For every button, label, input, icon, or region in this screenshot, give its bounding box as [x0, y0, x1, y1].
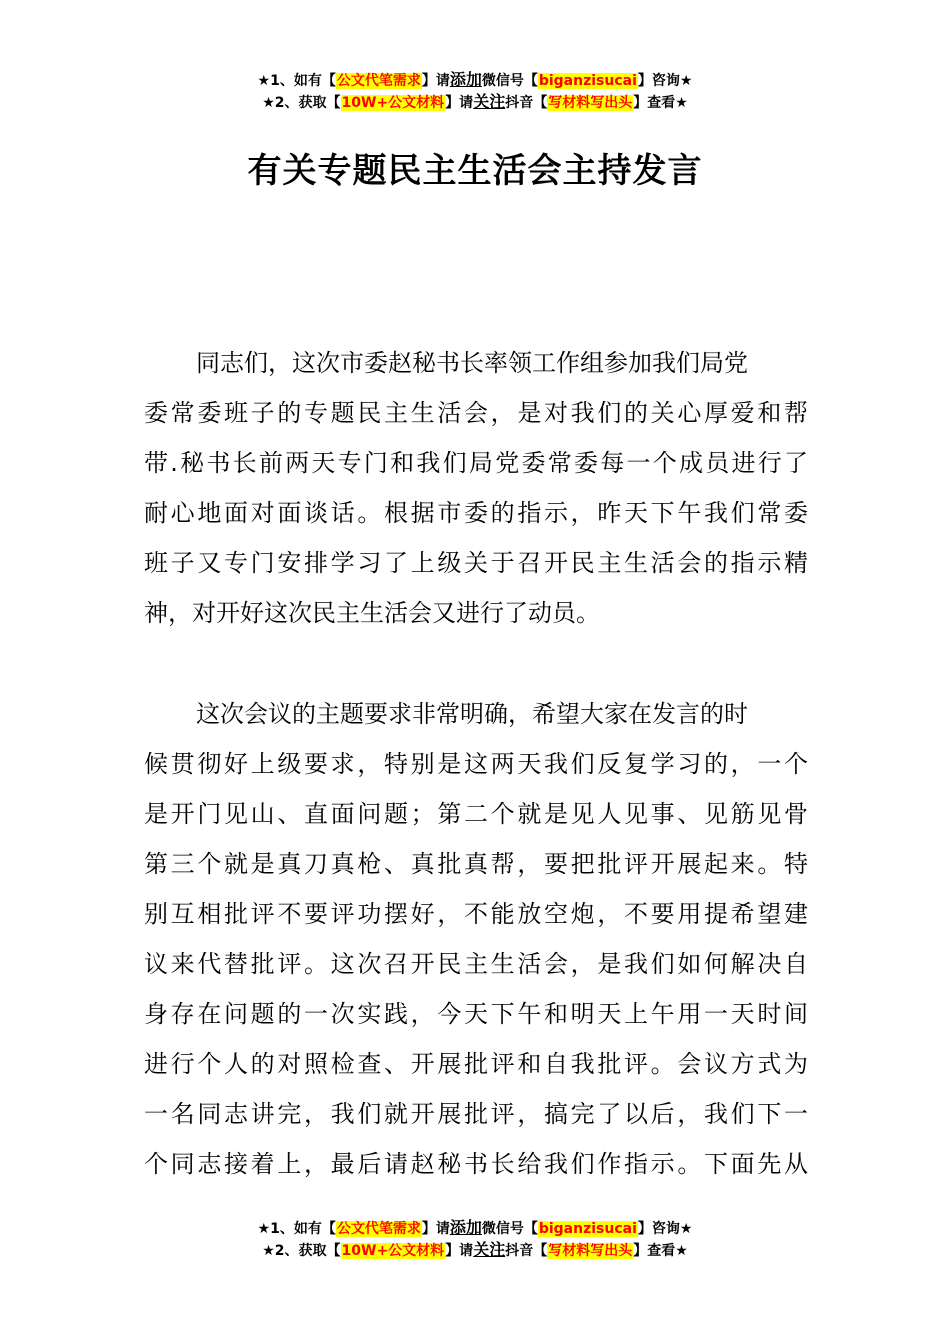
paragraph-1 [144, 338, 808, 638]
banner-text: 】请 [421, 73, 450, 89]
banner-text: 】咨询★ [637, 73, 693, 89]
banner-text: 】请 [445, 1243, 474, 1259]
banner-text: 抖音【 [505, 1243, 548, 1259]
document-title: 有关专题民主生活会主持发言 [247, 151, 703, 191]
paragraph-line: 个同志接着上，最后请赵秘书长给我们作指示。下面先从 [144, 1150, 808, 1178]
paragraph-line: 委常委班子的专题民主生活会，是对我们的关心厚爱和帮 [144, 399, 808, 427]
paragraph-line: 这次会议的主题要求非常明确，希望大家在发言的时 [196, 700, 748, 728]
banner-emphasis: 添加 [449, 1218, 482, 1237]
banner-emphasis: 关注 [473, 92, 506, 111]
highlight-materials: 10W+公文材料 [341, 95, 445, 111]
paragraph-line: 神，对开好这次民主生活会又进行了动员。 [144, 599, 600, 627]
banner-line-1 [0, 69, 950, 91]
banner-text: 微信号【 [481, 73, 538, 89]
paragraph-line: 进行个人的对照检查、开展批评和自我批评。会议方式为 [144, 1050, 808, 1078]
banner-text: 抖音【 [505, 95, 548, 111]
highlight-materials: 10W+公文材料 [341, 1243, 445, 1259]
banner-line-1 [0, 1217, 950, 1239]
paragraph-line: 第三个就是真刀真枪、真批真帮，要把批评开展起来。特 [144, 850, 808, 878]
banner-text: 】查看★ [633, 1243, 688, 1259]
banner-text: 微信号【 [481, 1221, 538, 1237]
paragraph-line: 同志们，这次市委赵秘书长率领工作组参加我们局党 [196, 349, 748, 377]
highlight-service: 公文代笔需求 [336, 73, 421, 89]
highlight-service: 公文代笔需求 [336, 1221, 421, 1237]
paragraph-line: 班子又专门安排学习了上级关于召开民主生活会的指示精 [144, 549, 808, 577]
highlight-wechat-id: biganzisucai [538, 1221, 637, 1237]
banner-text: ★2、获取【 [262, 95, 341, 111]
paragraph-line: 带.秘书长前两天专门和我们局党委常委每一个成员进行了 [144, 449, 808, 477]
banner-text: ★2、获取【 [262, 1243, 341, 1259]
banner-text: ★1、如有【 [257, 73, 336, 89]
paragraph-line: 耐心地面对面谈话。根据市委的指示，昨天下午我们常委 [144, 499, 808, 527]
header-banner [0, 69, 950, 113]
footer-banner [0, 1217, 950, 1261]
highlight-douyin-account: 写材料写出头 [548, 1243, 633, 1259]
banner-text: 】请 [421, 1221, 450, 1237]
highlight-douyin-account: 写材料写出头 [548, 95, 633, 111]
paragraph-line: 是开门见山、直面问题；第二个就是见人见事、见筋见骨 [144, 800, 808, 828]
highlight-wechat-id: biganzisucai [538, 73, 637, 89]
banner-text: ★1、如有【 [257, 1221, 336, 1237]
banner-text: 】咨询★ [637, 1221, 693, 1237]
paragraph-line: 一名同志讲完，我们就开展批评，搞完了以后，我们下一 [144, 1100, 808, 1128]
paragraph-line: 身存在问题的一次实践，今天下午和明天上午用一天时间 [144, 1000, 808, 1028]
paragraph-line: 候贯彻好上级要求，特别是这两天我们反复学习的，一个 [144, 750, 808, 778]
paragraph-line: 别互相批评不要评功摆好，不能放空炮，不要用提希望建 [144, 900, 808, 928]
banner-emphasis: 关注 [473, 1240, 506, 1259]
banner-text: 】查看★ [633, 95, 688, 111]
paragraph-2 [144, 689, 808, 1189]
banner-line-2 [0, 91, 950, 113]
banner-emphasis: 添加 [449, 70, 482, 89]
paragraph-line: 议来代替批评。这次召开民主生活会，是我们如何解决自 [144, 950, 808, 978]
banner-line-2 [0, 1239, 950, 1261]
banner-text: 】请 [445, 95, 474, 111]
